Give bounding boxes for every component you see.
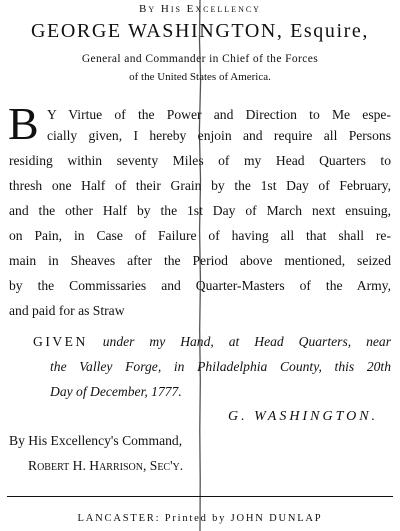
heading-general-title: General and Commander in Chief of the Forces [81, 53, 319, 65]
proclamation-line: by the Commissaries and Quarter-Masters of the Army, [9, 278, 391, 293]
proclamation-line: Y Virtue of the Power and Direction to Me espe- [47, 107, 391, 122]
divider-rule [7, 496, 393, 497]
proclamation-line: main in Sheaves after the Period above mentioned, seized [9, 253, 391, 268]
proclamation-line: on Pain, in Case of Failure of having all that shall re- [9, 228, 391, 243]
given-line-3: Day of December, 1777. [50, 384, 182, 399]
heading-name-text: GEORGE WASHINGTON, Esquire, [31, 20, 369, 42]
given-line-1 [33, 334, 391, 350]
heading-by-his-excellency: By His Excellency [139, 3, 261, 15]
given-line-2: the Valley Forge, in Philadelphia County, this 20th [50, 359, 391, 374]
proclamation-line: residing within seventy Miles of my Head Quarters to [9, 153, 391, 168]
printer-imprint: LANCASTER: Printed by JOHN DUNLAP [77, 513, 323, 524]
proclamation-line: and the other Half by the 1st Day of March next ensuing, [9, 203, 391, 218]
signature: G. WASHINGTON. [228, 409, 379, 424]
secretary-line: Robert H. Harrison, Sec'y. [28, 458, 184, 473]
proclamation-line: cially given, I hereby enjoin and require all Persons [47, 128, 391, 143]
proclamation-line: and paid for as Straw [9, 303, 125, 318]
command-line: By His Excellency's Command, [9, 433, 183, 448]
given-line-1-text: under my Hand, at Head Quarters, near [102, 334, 391, 349]
heading-united-states: of the United States of America. [129, 71, 271, 83]
given-word: GIVEN [33, 334, 88, 349]
heading-name [0, 20, 400, 43]
drop-cap: B [8, 98, 39, 149]
proclamation-line: thresh one Half of their Grain by the 1st Day of February, [9, 178, 391, 193]
